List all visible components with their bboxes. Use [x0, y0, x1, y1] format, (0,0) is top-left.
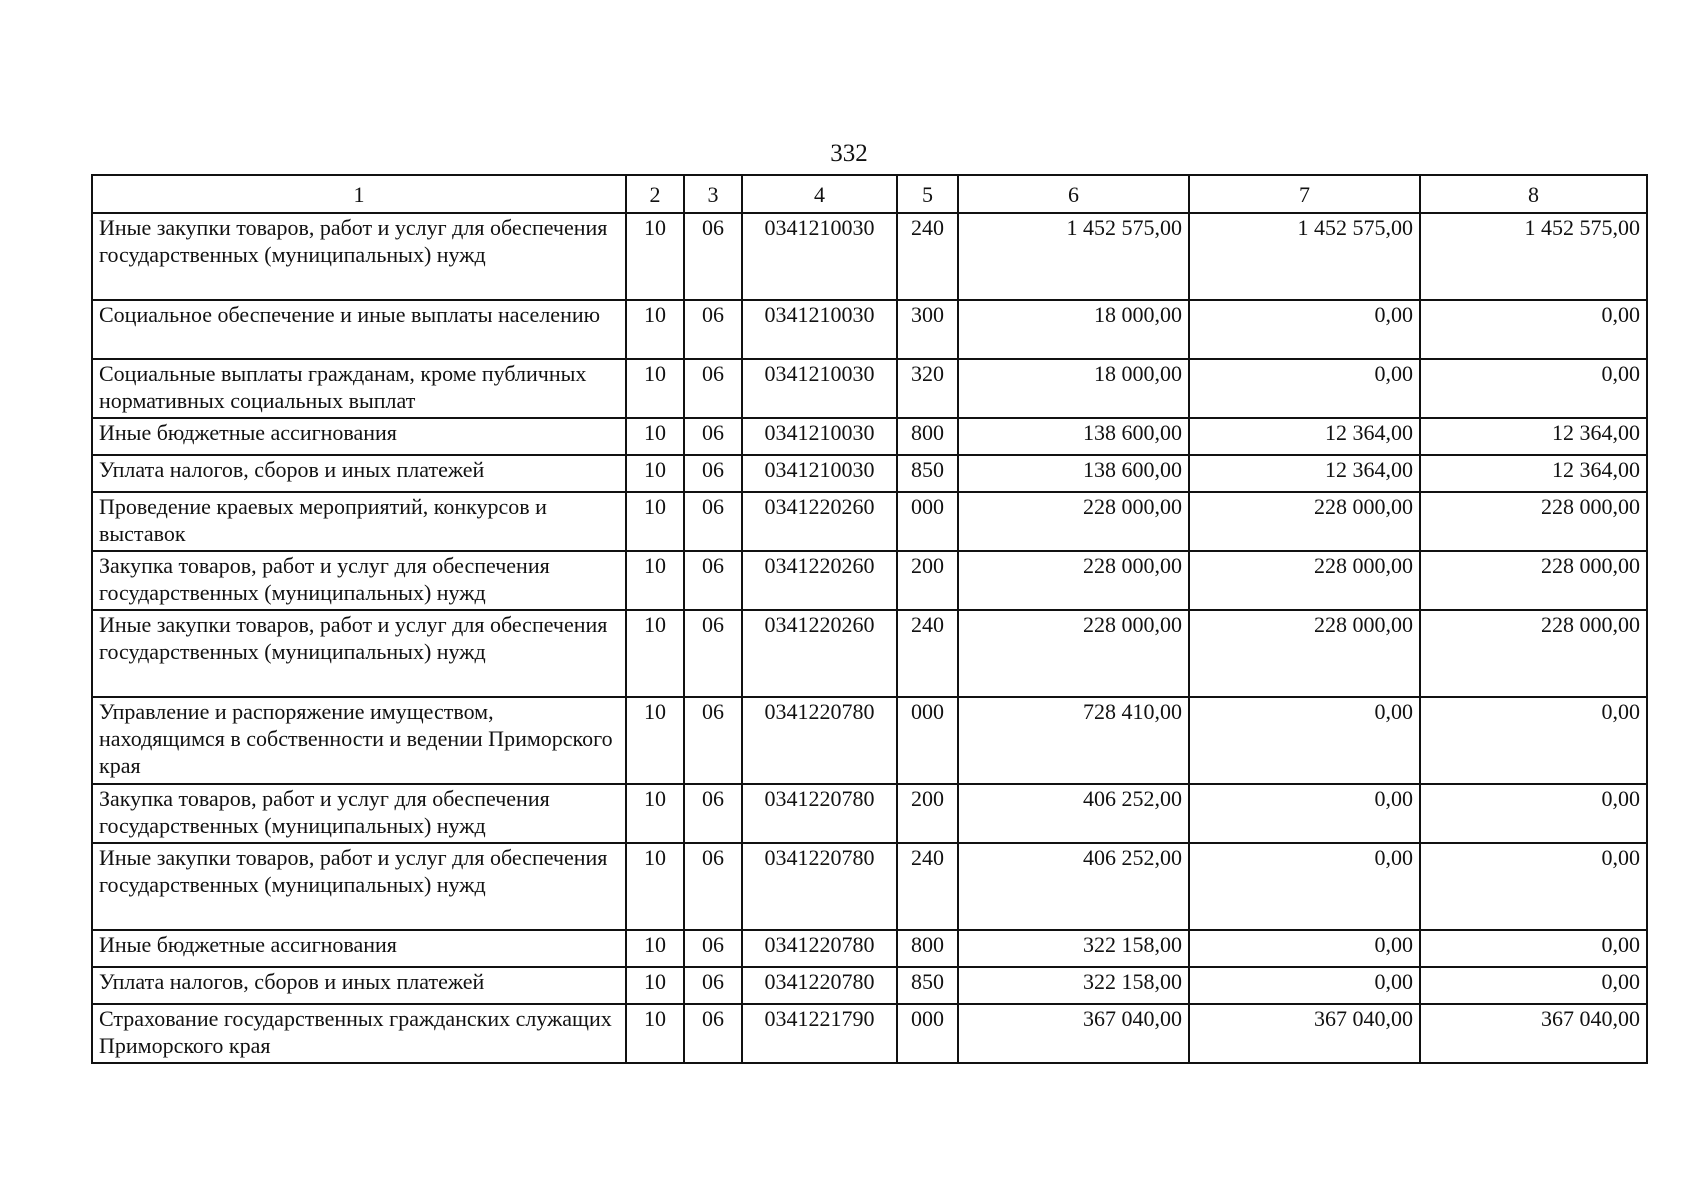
row-target-code: 0341210030 — [742, 300, 897, 359]
table-row — [92, 359, 1647, 418]
row-amount-col6: 406 252,00 — [958, 843, 1189, 930]
row-amount-col8: 0,00 — [1420, 967, 1647, 1004]
row-amount-col8: 0,00 — [1420, 300, 1647, 359]
row-expense-type-code: 200 — [897, 551, 958, 610]
row-target-code: 0341220780 — [742, 967, 897, 1004]
row-expense-type-code: 300 — [897, 300, 958, 359]
row-amount-col6: 18 000,00 — [958, 359, 1189, 418]
page-number: 332 — [830, 140, 868, 167]
row-subsection-code: 06 — [684, 843, 742, 930]
table-row — [92, 418, 1647, 455]
row-amount-col6: 406 252,00 — [958, 784, 1189, 843]
row-name: Страхование государственных гражданских служащих Приморского края — [92, 1004, 626, 1063]
row-subsection-code: 06 — [684, 359, 742, 418]
row-expense-type-code: 800 — [897, 930, 958, 967]
row-amount-col6: 728 410,00 — [958, 697, 1189, 784]
row-name: Иные бюджетные ассигнования — [92, 930, 626, 967]
row-name: Управление и распоряжение имуществом, находящимся в собственности и ведении Приморского края — [92, 697, 626, 784]
row-amount-col8: 228 000,00 — [1420, 551, 1647, 610]
table-row — [92, 697, 1647, 784]
row-name: Иные закупки товаров, работ и услуг для обеспечения государственных (муниципальных) нужд — [92, 610, 626, 697]
row-subsection-code: 06 — [684, 784, 742, 843]
row-subsection-code: 06 — [684, 930, 742, 967]
row-section-code: 10 — [626, 1004, 684, 1063]
table-row — [92, 300, 1647, 359]
row-section-code: 10 — [626, 967, 684, 1004]
row-section-code: 10 — [626, 784, 684, 843]
table-row — [92, 930, 1647, 967]
table-row — [92, 843, 1647, 930]
column-header: 2 — [626, 175, 684, 213]
table-row — [92, 1004, 1647, 1063]
row-amount-col8: 228 000,00 — [1420, 610, 1647, 697]
row-amount-col8: 1 452 575,00 — [1420, 213, 1647, 300]
row-amount-col7: 1 452 575,00 — [1189, 213, 1420, 300]
row-name: Социальные выплаты гражданам, кроме публичных нормативных социальных выплат — [92, 359, 626, 418]
row-expense-type-code: 320 — [897, 359, 958, 418]
row-amount-col7: 228 000,00 — [1189, 610, 1420, 697]
budget-table — [91, 174, 1648, 1064]
row-amount-col7: 0,00 — [1189, 930, 1420, 967]
row-subsection-code: 06 — [684, 1004, 742, 1063]
row-name: Социальное обеспечение и иные выплаты населению — [92, 300, 626, 359]
row-section-code: 10 — [626, 359, 684, 418]
row-amount-col8: 0,00 — [1420, 784, 1647, 843]
row-amount-col7: 12 364,00 — [1189, 418, 1420, 455]
row-name: Закупка товаров, работ и услуг для обеспечения государственных (муниципальных) нужд — [92, 784, 626, 843]
row-subsection-code: 06 — [684, 300, 742, 359]
row-name: Закупка товаров, работ и услуг для обеспечения государственных (муниципальных) нужд — [92, 551, 626, 610]
row-subsection-code: 06 — [684, 492, 742, 551]
row-expense-type-code: 850 — [897, 967, 958, 1004]
column-header: 5 — [897, 175, 958, 213]
row-amount-col8: 12 364,00 — [1420, 418, 1647, 455]
row-amount-col6: 228 000,00 — [958, 492, 1189, 551]
row-amount-col7: 0,00 — [1189, 697, 1420, 784]
row-name: Проведение краевых мероприятий, конкурсов и выставок — [92, 492, 626, 551]
row-target-code: 0341221790 — [742, 1004, 897, 1063]
row-target-code: 0341220780 — [742, 930, 897, 967]
row-amount-col6: 228 000,00 — [958, 610, 1189, 697]
row-expense-type-code: 240 — [897, 843, 958, 930]
row-target-code: 0341210030 — [742, 455, 897, 492]
row-section-code: 10 — [626, 843, 684, 930]
row-expense-type-code: 240 — [897, 213, 958, 300]
row-section-code: 10 — [626, 213, 684, 300]
row-section-code: 10 — [626, 697, 684, 784]
row-amount-col7: 0,00 — [1189, 300, 1420, 359]
row-amount-col8: 367 040,00 — [1420, 1004, 1647, 1063]
row-amount-col7: 12 364,00 — [1189, 455, 1420, 492]
row-expense-type-code: 000 — [897, 1004, 958, 1063]
row-amount-col6: 367 040,00 — [958, 1004, 1189, 1063]
table-row — [92, 967, 1647, 1004]
row-target-code: 0341220780 — [742, 784, 897, 843]
row-amount-col8: 0,00 — [1420, 843, 1647, 930]
row-section-code: 10 — [626, 551, 684, 610]
column-header: 1 — [92, 175, 626, 213]
row-target-code: 0341220260 — [742, 610, 897, 697]
row-section-code: 10 — [626, 418, 684, 455]
row-amount-col8: 12 364,00 — [1420, 455, 1647, 492]
row-amount-col6: 322 158,00 — [958, 930, 1189, 967]
row-amount-col8: 0,00 — [1420, 930, 1647, 967]
row-amount-col6: 138 600,00 — [958, 418, 1189, 455]
row-subsection-code: 06 — [684, 610, 742, 697]
row-target-code: 0341210030 — [742, 213, 897, 300]
row-section-code: 10 — [626, 610, 684, 697]
column-header: 6 — [958, 175, 1189, 213]
row-subsection-code: 06 — [684, 418, 742, 455]
row-section-code: 10 — [626, 492, 684, 551]
row-name: Иные бюджетные ассигнования — [92, 418, 626, 455]
row-amount-col8: 228 000,00 — [1420, 492, 1647, 551]
row-expense-type-code: 000 — [897, 697, 958, 784]
row-amount-col6: 138 600,00 — [958, 455, 1189, 492]
table-header-row — [92, 175, 1647, 213]
row-section-code: 10 — [626, 455, 684, 492]
table-row — [92, 492, 1647, 551]
table-row — [92, 784, 1647, 843]
row-amount-col7: 0,00 — [1189, 967, 1420, 1004]
row-section-code: 10 — [626, 300, 684, 359]
table-row — [92, 455, 1647, 492]
table-row — [92, 551, 1647, 610]
row-amount-col6: 322 158,00 — [958, 967, 1189, 1004]
row-name: Уплата налогов, сборов и иных платежей — [92, 967, 626, 1004]
table-row — [92, 610, 1647, 697]
column-header: 7 — [1189, 175, 1420, 213]
row-amount-col7: 228 000,00 — [1189, 551, 1420, 610]
row-amount-col7: 0,00 — [1189, 784, 1420, 843]
row-amount-col7: 228 000,00 — [1189, 492, 1420, 551]
row-target-code: 0341220260 — [742, 492, 897, 551]
row-expense-type-code: 000 — [897, 492, 958, 551]
column-header: 8 — [1420, 175, 1647, 213]
row-amount-col6: 1 452 575,00 — [958, 213, 1189, 300]
row-name: Иные закупки товаров, работ и услуг для обеспечения государственных (муниципальных) нужд — [92, 213, 626, 300]
row-amount-col6: 228 000,00 — [958, 551, 1189, 610]
row-target-code: 0341210030 — [742, 359, 897, 418]
row-expense-type-code: 200 — [897, 784, 958, 843]
row-target-code: 0341220780 — [742, 697, 897, 784]
row-expense-type-code: 800 — [897, 418, 958, 455]
row-name: Иные закупки товаров, работ и услуг для обеспечения государственных (муниципальных) нужд — [92, 843, 626, 930]
row-section-code: 10 — [626, 930, 684, 967]
row-target-code: 0341210030 — [742, 418, 897, 455]
row-expense-type-code: 240 — [897, 610, 958, 697]
row-name: Уплата налогов, сборов и иных платежей — [92, 455, 626, 492]
row-subsection-code: 06 — [684, 697, 742, 784]
row-subsection-code: 06 — [684, 967, 742, 1004]
row-expense-type-code: 850 — [897, 455, 958, 492]
row-subsection-code: 06 — [684, 455, 742, 492]
row-amount-col7: 367 040,00 — [1189, 1004, 1420, 1063]
row-subsection-code: 06 — [684, 551, 742, 610]
column-header: 3 — [684, 175, 742, 213]
row-amount-col7: 0,00 — [1189, 359, 1420, 418]
row-amount-col6: 18 000,00 — [958, 300, 1189, 359]
row-amount-col8: 0,00 — [1420, 359, 1647, 418]
table-row — [92, 213, 1647, 300]
row-amount-col7: 0,00 — [1189, 843, 1420, 930]
row-target-code: 0341220780 — [742, 843, 897, 930]
row-amount-col8: 0,00 — [1420, 697, 1647, 784]
row-subsection-code: 06 — [684, 213, 742, 300]
column-header: 4 — [742, 175, 897, 213]
row-target-code: 0341220260 — [742, 551, 897, 610]
